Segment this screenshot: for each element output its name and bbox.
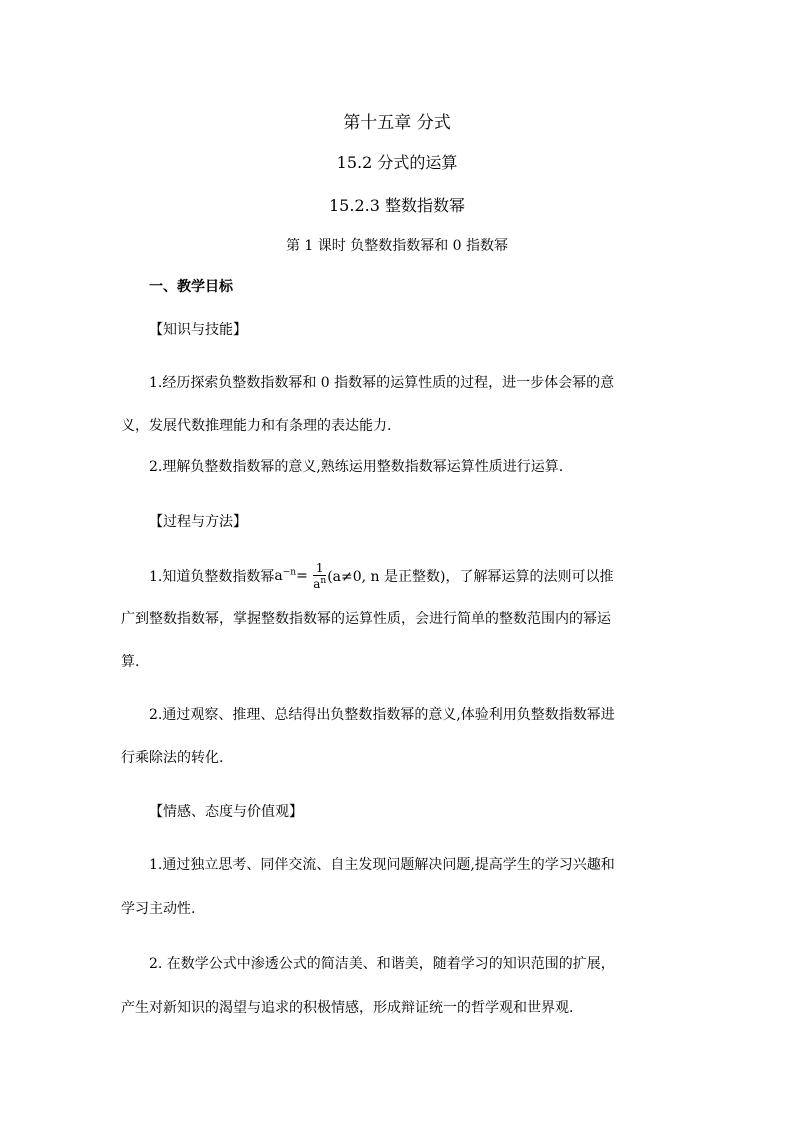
section-title: 15.2 分式的运算 bbox=[336, 153, 458, 172]
process-item1-suffix: (a≠0, n 是正整数)，了解幂运算的法则可以推 bbox=[327, 569, 614, 585]
knowledge-item1-line1: 1.经历探索负整数指数幂和 0 指数幂的运算性质的过程，进一步体会幂的意 bbox=[149, 375, 615, 391]
knowledge-item1-line2: 义，发展代数推理能力和有条理的表达能力. bbox=[121, 418, 392, 434]
negative-exponent-formula: $a^{-n}=$ $\frac{1}{a^n}$ bbox=[274, 561, 327, 591]
objectives-heading: 一、教学目标 bbox=[149, 279, 233, 295]
process-item1-line3: 算. bbox=[121, 654, 140, 670]
emotion-label: 【情感、态度与价值观】 bbox=[149, 804, 303, 820]
knowledge-item2: 2.理解负整数指数幂的意义,熟练运用整数指数幂运算性质进行运算. bbox=[149, 459, 564, 475]
process-label: 【过程与方法】 bbox=[149, 514, 247, 530]
lesson-title: 第 1 课时 负整数指数幂和 0 指数幂 bbox=[285, 238, 509, 254]
knowledge-label: 【知识与技能】 bbox=[149, 322, 247, 338]
emotion-item1-line2: 学习主动性. bbox=[121, 901, 196, 917]
chapter-title: 第十五章 分式 bbox=[343, 113, 451, 133]
process-item1-prefix: 1.知道负整数指数幂 bbox=[149, 569, 275, 585]
emotion-item2-line1: 2. 在数学公式中渗透公式的简洁美、和谐美，随着学习的知识范围的扩展， bbox=[149, 956, 615, 972]
subsection-title: 15.2.3 整数指数幂 bbox=[329, 196, 465, 215]
fraction: $\frac{1}{a^n}$ bbox=[313, 561, 327, 591]
emotion-item1-line1: 1.通过独立思考、同伴交流、自主发现问题解决问题,提高学生的学习兴趣和 bbox=[149, 857, 615, 873]
process-item1-line2: 广到整数指数幂，掌握整数指数幂的运算性质，会进行简单的整数范围内的幂运 bbox=[121, 611, 611, 627]
emotion-item2-line2: 产生对新知识的渴望与追求的积极情感，形成辩证统一的哲学观和世界观. bbox=[121, 1000, 574, 1016]
process-item2-line1: 2.通过观察、推理、总结得出负整数指数幂的意义,体验利用负整数指数幂进 bbox=[149, 707, 615, 723]
process-item1-line1 bbox=[149, 556, 613, 596]
process-item2-line2: 行乘除法的转化. bbox=[121, 750, 224, 766]
